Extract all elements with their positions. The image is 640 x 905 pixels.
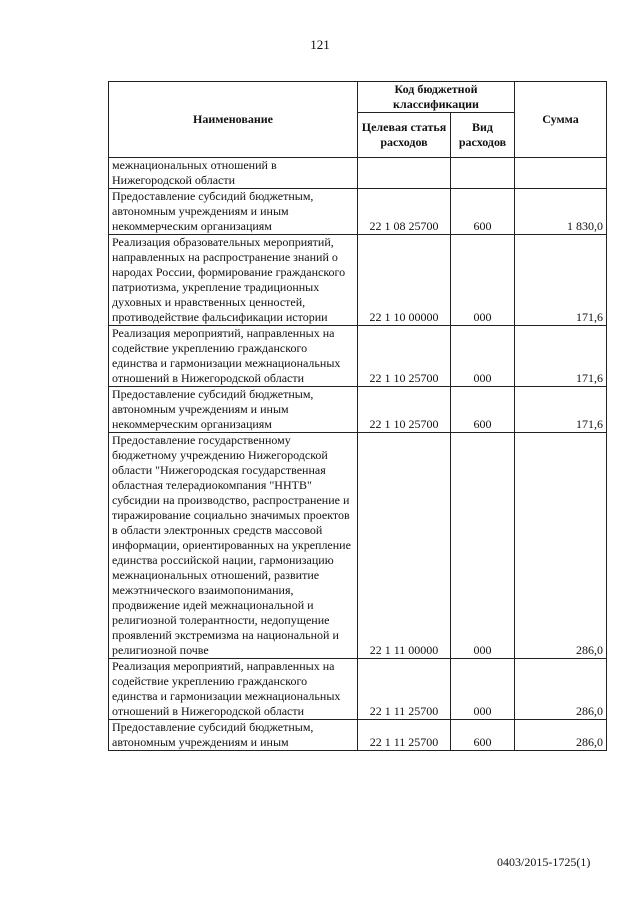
budget-table [108,81,607,751]
table-row [109,433,607,659]
row-name: Реализация мероприятий, направленных на содействие укреплению гражданского единства и гармонизации межнациональных отношений в Нижегородской области [109,659,358,720]
document-code: 0403/2015-1725(1) [497,855,591,869]
row-expense-type [451,158,515,189]
row-target-article: 22 1 11 25700 [358,659,451,720]
header-name: Наименование [109,82,358,158]
table-row [109,235,607,326]
row-name: Предоставление субсидий бюджетным, автономным учреждениям и иным некоммерческим организациям [109,387,358,433]
row-amount: 171,6 [515,326,607,387]
row-amount [515,158,607,189]
table-row [109,659,607,720]
row-amount: 171,6 [515,387,607,433]
header-amount: Сумма [515,82,607,158]
row-name: межнациональных отношений в Нижегородской области [109,158,358,189]
table-row [109,189,607,235]
row-amount: 286,0 [515,659,607,720]
row-expense-type: 600 [451,387,515,433]
row-target-article: 22 1 10 25700 [358,326,451,387]
row-name: Предоставление субсидий бюджетным, автономным учреждениям и иным некоммерческим организациям [109,189,358,235]
row-name: Предоставление субсидий бюджетным, автономным учреждениям и иным [109,720,358,751]
row-amount: 171,6 [515,235,607,326]
header-target-article: Целевая статья расходов [358,113,451,158]
page-number: 121 [310,37,330,52]
header-budget-code-group: Код бюджетной классификации [358,82,515,113]
table-row [109,387,607,433]
row-expense-type: 600 [451,189,515,235]
row-target-article: 22 1 10 25700 [358,387,451,433]
row-name: Реализация мероприятий, направленных на содействие укреплению гражданского единства и гармонизации межнациональных отношений в Нижегородской области [109,326,358,387]
row-name: Реализация образовательных мероприятий, направленных на распространение знаний о народах России, формирование гражданского патриотизма, укрепление традиционных духовных и нравственных ценностей, противодействие фальсификации истории [109,235,358,326]
row-target-article: 22 1 08 25700 [358,189,451,235]
table-row [109,326,607,387]
row-expense-type: 000 [451,326,515,387]
row-amount: 286,0 [515,433,607,659]
row-target-article: 22 1 10 00000 [358,235,451,326]
table-row [109,158,607,189]
header-expense-type: Вид расходов [451,113,515,158]
row-amount: 286,0 [515,720,607,751]
row-expense-type: 000 [451,433,515,659]
table-row [109,720,607,751]
row-name: Предоставление государственному бюджетному учреждению Нижегородской области "Нижегородская государственная областная телерадиокомпания "ННТВ" субсидии на производство, распространение и тиражирование социально значимых проектов в области электронных средств массовой информации, ориентированных на укрепление единства российской нации, гармонизацию межнациональных отношений, развитие межэтнического взаимопонимания, продвижение идей межнациональной и религиозной толерантности, недопущение проявлений экстремизма на национальной и религиозной почве [109,433,358,659]
row-target-article: 22 1 11 25700 [358,720,451,751]
row-expense-type: 000 [451,235,515,326]
row-amount: 1 830,0 [515,189,607,235]
row-expense-type: 000 [451,659,515,720]
row-expense-type: 600 [451,720,515,751]
row-target-article [358,158,451,189]
row-target-article: 22 1 11 00000 [358,433,451,659]
